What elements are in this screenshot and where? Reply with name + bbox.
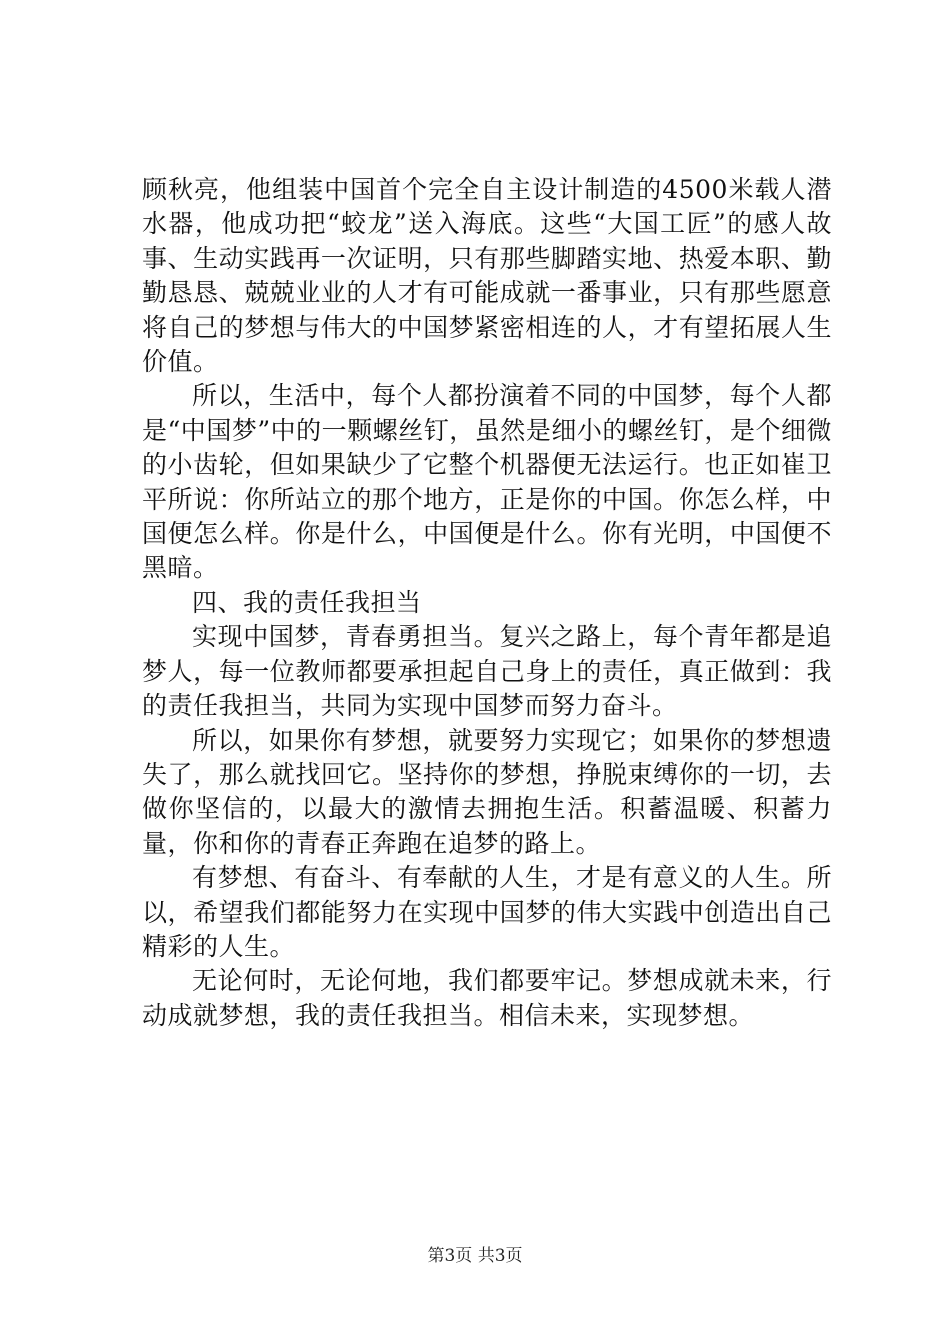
paragraph-continuation: 顾秋亮，他组装中国首个完全自主设计制造的4500米载人潜水器，他成功把“蛟龙”送入海底。这些“大国工匠”的感人故事、生动实践再一次证明，只有那些脚踏实地、热爱本职、勤勤恳恳、兢兢业业的人才有可能成就一番事业，只有那些愿意将自己的梦想与伟大的中国梦紧密相连的人，才有望拓展人生价值。 xyxy=(142,175,832,377)
paragraph: 所以，生活中，每个人都扮演着不同的中国梦，每个人都是“中国梦”中的一颗螺丝钉，虽然是细小的螺丝钉，是个细微的小齿轮，但如果缺少了它整个机器便无法运行。也正如崔卫平所说：你所站立的那个地方，正是你的中国。你怎么样，中国便怎么样。你是什么，中国便是什么。你有光明，中国便不黑暗。 xyxy=(142,381,832,583)
paragraph: 有梦想、有奋斗、有奉献的人生，才是有意义的人生。所以，希望我们都能努力在实现中国梦的伟大实践中创造出自己精彩的人生。 xyxy=(142,863,832,961)
paragraph: 实现中国梦，青春勇担当。复兴之路上，每个青年都是追梦人，每一位教师都要承担起自己身上的责任，真正做到：我的责任我担当，共同为实现中国梦而努力奋斗。 xyxy=(142,622,832,721)
paragraph: 无论何时，无论何地，我们都要牢记。梦想成就未来，行动成就梦想，我的责任我担当。相信未来，实现梦想。 xyxy=(142,966,832,1030)
document-body xyxy=(142,173,832,1033)
page-number-footer: 第3页 共3页 xyxy=(427,1246,523,1266)
section-heading: 四、我的责任我担当 xyxy=(192,587,422,617)
paragraph: 所以，如果你有梦想，就要努力实现它；如果你的梦想遗失了，那么就找回它。坚持你的梦想，挣脱束缚你的一切，去做你坚信的，以最大的激情去拥抱生活。积蓄温暖、积蓄力量，你和你的青春正奔跑在追梦的路上。 xyxy=(142,725,832,858)
